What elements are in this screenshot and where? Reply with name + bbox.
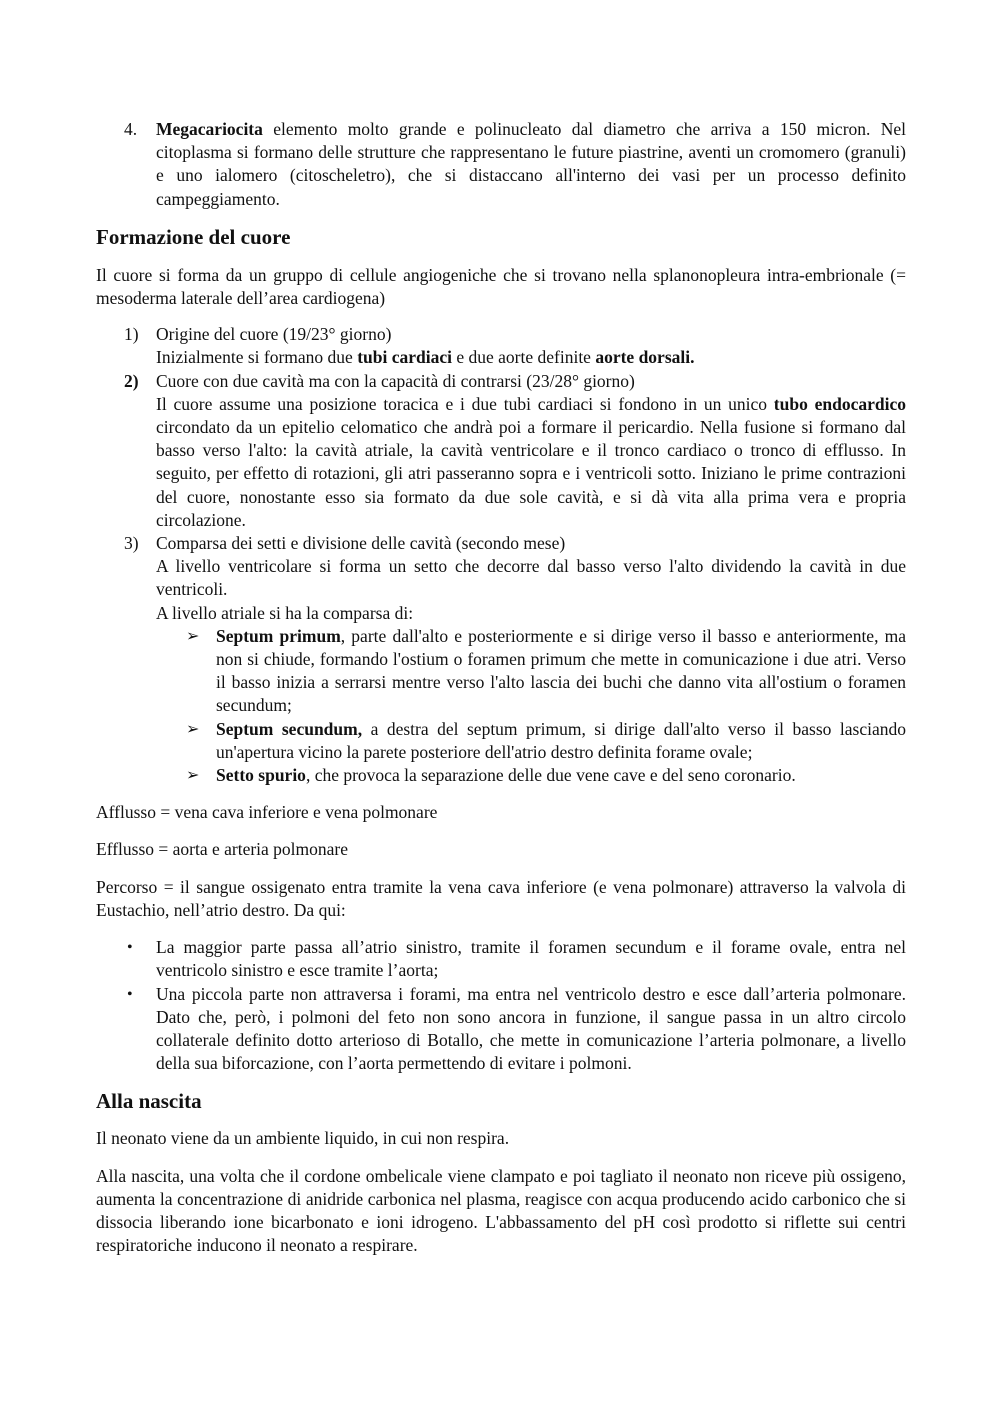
list-item-megacariocita (96, 118, 906, 211)
section-heading-nascita: Alla nascita (96, 1089, 202, 1114)
bullet-text: La maggior parte passa all’atrio sinistro, tramite il foramen secundum e il forame ovale, entra nel ventricolo sinistro e esce tramite l’aorta; (156, 937, 906, 981)
step-number: 2) (124, 370, 139, 391)
arrow-bullet-icon: ➢ (186, 720, 200, 738)
step-body (156, 393, 906, 532)
efflusso-line: Efflusso = aorta e arteria polmonare (96, 839, 349, 860)
bullet-text: Una piccola parte non attraversa i forami, ma entra nel ventricolo destro e esce dall’arteria polmonare. Dato che, però, i polmoni del feto non sono ancora in funzione, il sangue passa in un altro circolo collaterale definito dotto arterioso di Botallo, che mette in comunicazione l’arteria polmonare, a livello della sua biforcazione, con l’aorta permettendo di evitare i polmoni. (156, 983, 906, 1074)
item-text: elemento molto grande e polinucleato dal diametro che arriva a 150 micron. Nel citoplasma si formano delle strutture che rappresentano le future piastrine, aventi un cromomero (granuli) e uno ialomero (citoscheletro), che si distaccano all'interno dei vasi per un processo definito campeggiamento. (156, 119, 906, 209)
birth-paragraph-2: Alla nascita, una volta che il cordone ombelicale viene clampato e poi tagliato il neonato non riceve più ossigeno, aumenta la concentrazione di anidride carbonica nel plasma, reagisce con acqua producendo acido carbonico che si dissocia liberando ione bicarbonato e ioni idrogeno. L'abbassamento del pH così prodotto si riflette sui centri respiratoriche inducono il neonato a respirare. (96, 1165, 906, 1256)
body-text: circondato da un epitelio celomatico che andrà poi a formare il pericardio. Nella fusione si formano dal basso verso l'alto: la cavità atriale, la cavità ventricolare e il tronco cardiaco o tronco di efflusso. In seguito, per effetto di rotazioni, gli atri passeranno sopra e i ventricoli sotto. Iniziano le prime contrazioni del cuore, nonostante esso sia formato da due sole cavità, e si dà vita alla prima vera e propria circolazione. (156, 417, 906, 530)
intro-paragraph: Il cuore si forma da un gruppo di cellule angiogeniche che si trovano nella splanonopleura intra-embrionale (= mesoderma laterale dell’area cardiogena) (96, 264, 906, 309)
term-setto-spurio: Setto spurio (216, 765, 306, 786)
afflusso-line: Afflusso = vena cava inferiore e vena polmonare (96, 802, 438, 823)
term-megacariocita: Megacariocita (156, 119, 263, 139)
septum-item (96, 764, 906, 787)
body-text: e due aorte definite (451, 347, 596, 368)
atrial-intro: A livello atriale si ha la comparsa di: (156, 602, 414, 623)
septum-item (96, 718, 906, 764)
step-title: Origine del cuore (19/23° giorno) (156, 324, 392, 345)
bullet-item (96, 936, 906, 982)
list-number: 4. (124, 119, 138, 139)
septum-text: a destra del septum primum, si dirige dall'alto verso il basso lasciando un'apertura vicino la parete posteriore dell'atrio destro definita forame ovale; (216, 718, 906, 762)
arrow-bullet-icon: ➢ (186, 627, 200, 645)
arrow-bullet-icon: ➢ (186, 767, 200, 785)
step-3 (96, 532, 906, 625)
step-title: Comparsa dei setti e divisione delle cavità (secondo mese) (156, 533, 566, 554)
birth-paragraph-1: Il neonato viene da un ambiente liquido, in cui non respira. (96, 1128, 510, 1149)
septum-text: , parte dall'alto e posteriormente e si dirige verso il basso e anteriormente, ma non si chiude, formando l'ostium o foramen primum che mette in comunicazione i due atri. Verso il basso inizia a serrarsi mentre verso l'alto lascia dei buchi che danno vita all'ostium o foramen secundum; (216, 625, 906, 716)
bullet-item (96, 983, 906, 1076)
term-tubo-endocardico: tubo endocardico (773, 393, 906, 414)
bullet-dot-icon: • (127, 939, 133, 957)
term-septum-secundum: Septum secundum, (216, 718, 363, 739)
bullet-dot-icon: • (127, 985, 133, 1003)
term-tubi-cardiaci: tubi cardiaci (357, 347, 452, 368)
document-page (96, 118, 906, 1257)
step-2 (96, 370, 906, 532)
ventricular-text: A livello ventricolare si forma un setto che decorre dal basso verso l'alto dividendo la cavità in due ventricoli. (156, 556, 906, 600)
septum-text: , che provoca la separazione delle due vene cave e del seno coronario. (305, 765, 796, 786)
term-septum-primum: Septum primum (216, 625, 341, 646)
septum-item (96, 625, 906, 718)
section-heading-formazione: Formazione del cuore (96, 224, 291, 249)
term-aorte-dorsali: aorte dorsali. (595, 347, 695, 368)
percorso-paragraph: Percorso = il sangue ossigenato entra tramite la vena cava inferiore (e vena polmonare) attraverso la valvola di Eustachio, nell’atrio destro. Da qui: (96, 876, 906, 920)
body-text: Inizialmente si formano due (156, 347, 358, 368)
step-number: 1) (124, 324, 139, 345)
step-number: 3) (124, 533, 139, 554)
step-title: Cuore con due cavità ma con la capacità di contrarsi (23/28° giorno) (156, 370, 635, 391)
step-body (156, 346, 906, 369)
step-1 (96, 323, 906, 369)
body-text: Il cuore assume una posizione toracica e i due tubi cardiaci si fondono in un unico (156, 393, 774, 414)
